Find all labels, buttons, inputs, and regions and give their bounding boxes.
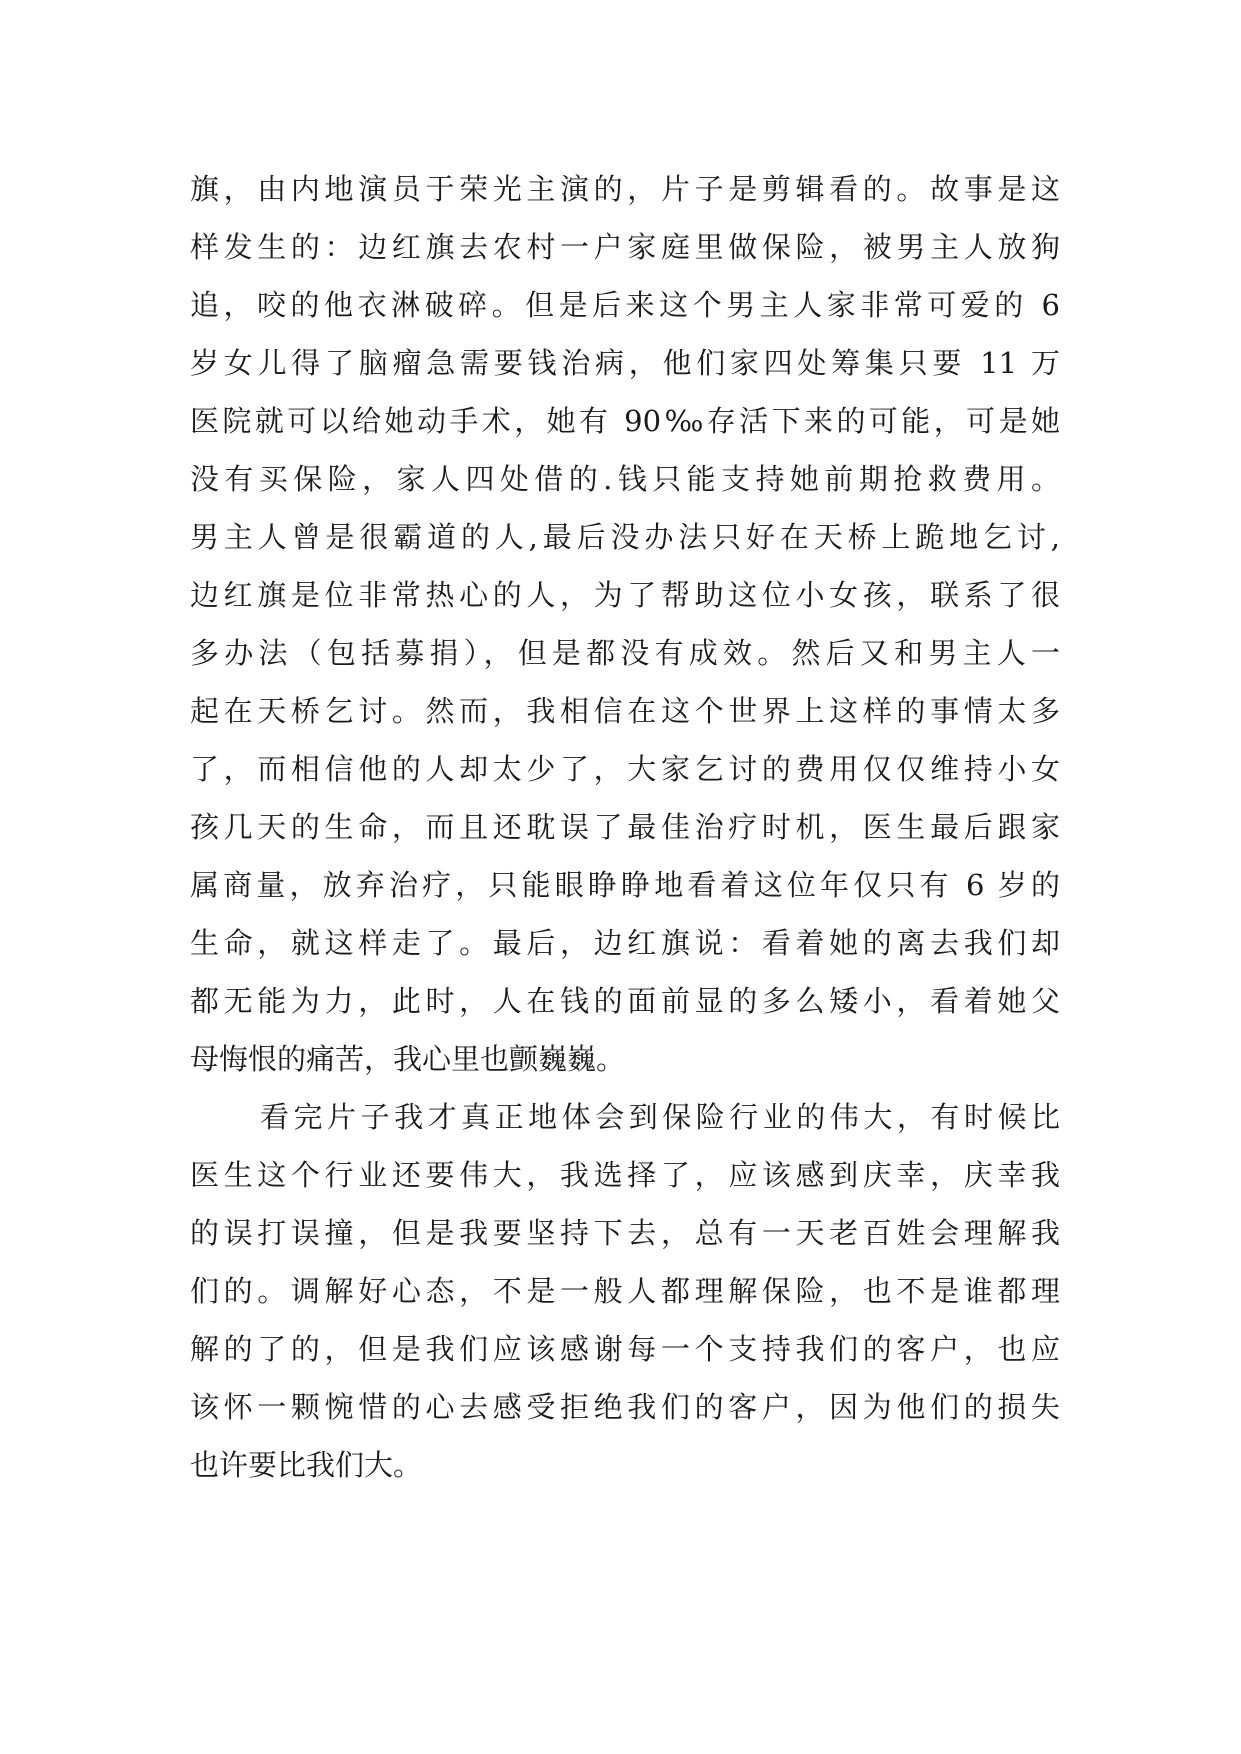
- text-line: 们的。调解好心态，不是一般人都理解保险，也不是谁都理: [190, 1274, 1060, 1308]
- body-text: [190, 160, 1060, 1494]
- paragraph-2: [190, 1088, 1060, 1494]
- text-line: 起在天桥乞讨。然而，我相信在这个世界上这样的事情太多: [190, 694, 1060, 728]
- text-line: 没有买保险，家人四处借的.钱只能支持她前期抢救费用。: [190, 462, 1060, 496]
- paragraph-1: [190, 160, 1060, 1088]
- text-line: 的误打误撞，但是我要坚持下去，总有一天老百姓会理解我: [190, 1216, 1060, 1250]
- text-line: 样发生的：边红旗去农村一户家庭里做保险，被男主人放狗: [190, 230, 1060, 264]
- text-line: 孩几天的生命，而且还耽误了最佳治疗时机，医生最后跟家: [190, 810, 1060, 844]
- text-line: 医生这个行业还要伟大，我选择了，应该感到庆幸，庆幸我: [190, 1158, 1060, 1192]
- text-line: 看完片子我才真正地体会到保险行业的伟大，有时候比: [260, 1100, 1060, 1134]
- text-line: 旗，由内地演员于荣光主演的，片子是剪辑看的。故事是这: [190, 172, 1060, 206]
- text-line: 都无能为力，此时，人在钱的面前显的多么矮小，看着她父: [190, 984, 1060, 1018]
- text-line: 生命，就这样走了。最后，边红旗说：看着她的离去我们却: [190, 926, 1060, 960]
- text-line: 了，而相信他的人却太少了，大家乞讨的费用仅仅维持小女: [190, 752, 1060, 786]
- text-line: 属商量，放弃治疗，只能眼睁睁地看着这位年仅只有 6 岁的: [190, 868, 1060, 902]
- text-line: 医院就可以给她动手术，她有 90‰存活下来的可能，可是她: [190, 404, 1060, 438]
- text-line: 母悔恨的痛苦，我心里也颤巍巍。: [190, 1042, 626, 1076]
- text-line: 边红旗是位非常热心的人，为了帮助这位小女孩，联系了很: [190, 578, 1060, 612]
- text-line: 该怀一颗惋惜的心去感受拒绝我们的客户，因为他们的损失: [190, 1390, 1060, 1424]
- text-line: 也许要比我们大。: [190, 1448, 423, 1482]
- text-line: 解的了的，但是我们应该感谢每一个支持我们的客户，也应: [190, 1332, 1060, 1366]
- text-line: 追，咬的他衣淋破碎。但是后来这个男主人家非常可爱的 6: [190, 288, 1060, 322]
- text-line: 多办法（包括募捐），但是都没有成效。然后又和男主人一: [190, 636, 1060, 670]
- text-line: 男主人曾是很霸道的人,最后没办法只好在天桥上跪地乞讨,: [190, 520, 1060, 554]
- text-line: 岁女儿得了脑瘤急需要钱治病，他们家四处筹集只要 11 万: [190, 346, 1060, 380]
